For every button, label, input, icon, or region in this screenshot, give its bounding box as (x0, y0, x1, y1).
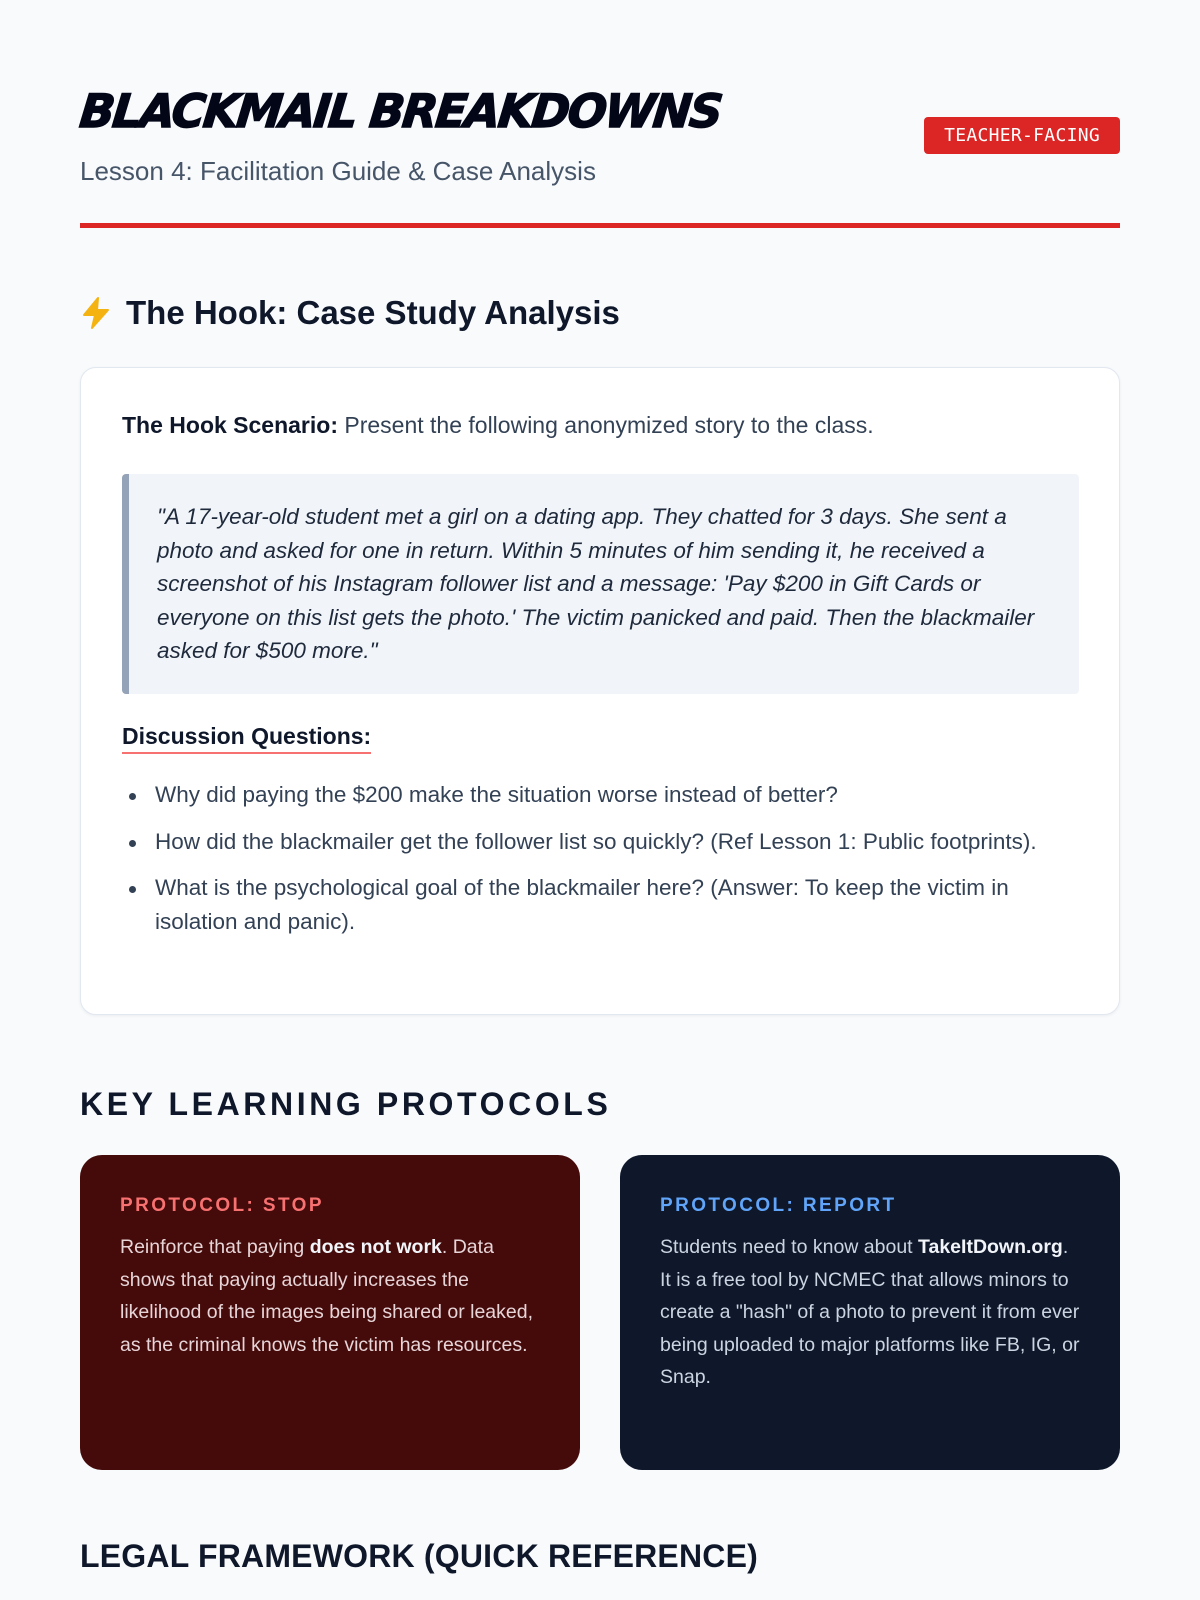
lightning-bolt-icon (80, 296, 112, 330)
protocol-emphasis: does not work (309, 1236, 442, 1258)
hook-section-heading (80, 294, 620, 332)
question-text: Why did paying the $200 make the situation worse instead of better? (155, 782, 838, 807)
protocol-body (120, 1231, 540, 1361)
legal-framework-heading: LEGAL FRAMEWORK (QUICK REFERENCE) (80, 1538, 758, 1574)
protocol-text: . Data shows that paying actually increases the likelihood of the images being shared or leaked, as the criminal knows the victim has resources. (120, 1236, 534, 1356)
discussion-question (122, 825, 1082, 859)
protocol-report-card (620, 1155, 1120, 1470)
bullet-icon (129, 840, 136, 847)
page-subtitle: Lesson 4: Facilitation Guide & Case Analysis (80, 156, 596, 186)
protocol-text: Students need to know about (660, 1236, 919, 1258)
protocol-title: PROTOCOL: STOP (120, 1195, 324, 1216)
question-text: What is the psychological goal of the blackmailer here? (Answer: To keep the victim in isolation and panic). (155, 875, 1009, 934)
protocol-text: . It is a free tool by NCMEC that allows minors to create a "hash" of a photo to prevent it from ever being uploaded to major platforms like FB, IG, or Snap. (660, 1236, 1080, 1388)
case-study-card (80, 367, 1120, 1015)
scenario-label: The Hook Scenario: (122, 412, 338, 438)
bullet-icon (129, 793, 136, 800)
page-header (77, 80, 1120, 228)
protocol-body (660, 1231, 1080, 1394)
scenario-text: Present the following anonymized story to the class. (337, 412, 874, 438)
protocol-text: Reinforce that paying (120, 1236, 310, 1258)
teacher-facing-badge: TEACHER-FACING (924, 117, 1120, 154)
discussion-questions-label: Discussion Questions: (122, 723, 371, 754)
protocol-stop-card (80, 1155, 580, 1470)
hook-scenario (122, 412, 874, 439)
page-title: BLACKMAIL BREAKDOWNS (77, 84, 724, 138)
protocol-title: PROTOCOL: REPORT (660, 1195, 897, 1216)
discussion-questions-list (122, 778, 1082, 951)
case-study-quote: "A 17-year-old student met a girl on a dating app. They chatted for 3 days. She sent a photo and asked for one in return. Within 5 minutes of him sending it, he received a screenshot of his Instagram follower list and a message: 'Pay $200 in Gift Cards or everyone on this list gets the photo.' The victim panicked and paid. Then the blackmailer asked for $500 more." (122, 474, 1079, 694)
question-text: How did the blackmailer get the follower list so quickly? (Ref Lesson 1: Public footprints). (155, 828, 1037, 854)
bullet-icon (129, 886, 136, 893)
hook-heading-text: The Hook: Case Study Analysis (126, 294, 620, 331)
discussion-question (122, 778, 1082, 812)
takeitdown-link: TakeItDown.org (918, 1236, 1063, 1258)
protocols-heading: KEY LEARNING PROTOCOLS (80, 1086, 612, 1122)
discussion-question (122, 871, 1082, 938)
